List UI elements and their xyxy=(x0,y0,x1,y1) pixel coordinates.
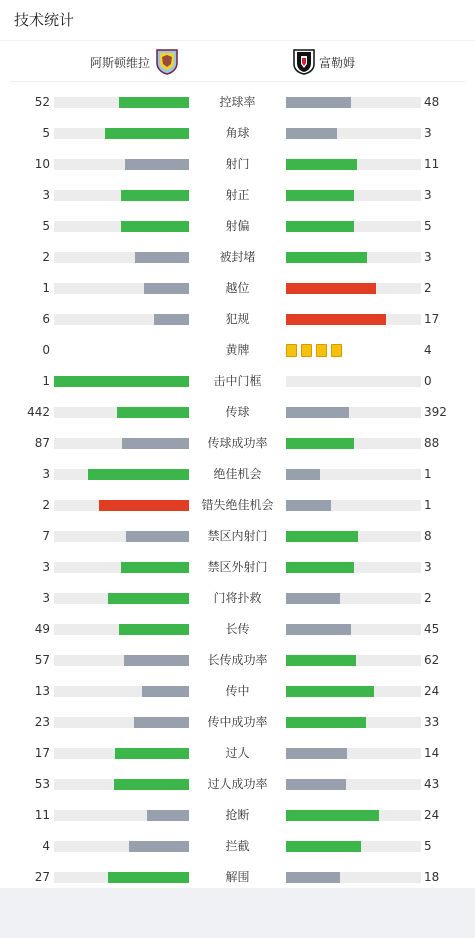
stat-row xyxy=(0,335,475,366)
stat-row xyxy=(0,428,475,459)
stat-label: 击中门框 xyxy=(213,374,262,388)
away-bar-track xyxy=(286,655,421,666)
home-bar-track xyxy=(54,376,189,387)
stat-label: 禁区外射门 xyxy=(207,560,268,574)
home-bar-track xyxy=(54,159,189,170)
home-stat-value: 1 xyxy=(42,281,50,295)
home-bar-track xyxy=(54,748,189,759)
away-bar xyxy=(286,252,367,263)
stat-row xyxy=(0,149,475,180)
home-stat-value: 3 xyxy=(42,188,50,202)
home-bar xyxy=(105,128,189,139)
away-bar xyxy=(286,748,347,759)
stat-row xyxy=(0,645,475,676)
stats-list xyxy=(0,87,475,893)
home-stat-value: 2 xyxy=(42,498,50,512)
home-bar xyxy=(142,686,189,697)
away-stat-value: 24 xyxy=(424,684,440,698)
home-stat-value: 11 xyxy=(34,808,50,822)
away-bar-track xyxy=(286,624,421,635)
away-bar xyxy=(286,531,358,542)
teams-header xyxy=(10,41,465,82)
stat-row xyxy=(0,800,475,831)
stat-row xyxy=(0,397,475,428)
away-stat-value: 43 xyxy=(424,777,440,791)
away-bar-track xyxy=(286,593,421,604)
away-stat-value: 0 xyxy=(424,374,432,388)
stat-label: 过人 xyxy=(225,746,250,760)
stat-row xyxy=(0,831,475,862)
stat-row xyxy=(0,738,475,769)
home-stat-value: 53 xyxy=(34,777,50,791)
home-bar xyxy=(108,593,189,604)
away-bar-track xyxy=(286,314,421,325)
away-bar-track xyxy=(286,97,421,108)
away-bar-track xyxy=(286,686,421,697)
away-stat-value: 2 xyxy=(424,281,432,295)
home-bar-track xyxy=(54,717,189,728)
home-bar xyxy=(108,872,189,883)
home-bar-track xyxy=(54,97,189,108)
away-stat-value: 5 xyxy=(424,839,432,853)
aston-villa-crest-icon xyxy=(156,49,178,75)
stat-row xyxy=(0,459,475,490)
home-bar xyxy=(88,469,189,480)
home-bar-track xyxy=(54,624,189,635)
stat-label: 射偏 xyxy=(225,219,250,233)
away-bar-track xyxy=(286,407,421,418)
stat-row xyxy=(0,583,475,614)
away-stat-value: 3 xyxy=(424,560,432,574)
home-team-name: 阿斯顿维拉 xyxy=(89,55,150,70)
home-stat-value: 13 xyxy=(34,684,50,698)
away-bar xyxy=(286,655,356,666)
stat-row xyxy=(0,552,475,583)
home-stat-value: 0 xyxy=(42,343,50,357)
home-stat-value: 10 xyxy=(34,157,50,171)
stat-row xyxy=(0,211,475,242)
home-bar xyxy=(54,376,189,387)
fulham-crest-icon xyxy=(293,49,315,75)
away-bar-track xyxy=(286,376,421,387)
away-bar xyxy=(286,624,351,635)
home-stat-value: 1 xyxy=(42,374,50,388)
home-bar-track xyxy=(54,128,189,139)
stat-label: 长传 xyxy=(225,622,250,636)
away-team[interactable] xyxy=(293,49,355,75)
away-bar-track xyxy=(286,252,421,263)
yellow-card-icon xyxy=(301,344,312,357)
away-bar-track xyxy=(286,438,421,449)
home-bar-track xyxy=(54,562,189,573)
home-bar-track xyxy=(54,252,189,263)
away-stat-value: 11 xyxy=(424,157,440,171)
away-bar xyxy=(286,841,361,852)
stat-label: 黄牌 xyxy=(225,343,250,357)
stat-row xyxy=(0,769,475,800)
home-bar-track xyxy=(54,500,189,511)
stat-label: 过人成功率 xyxy=(207,777,268,791)
home-bar xyxy=(144,283,189,294)
away-team-name: 富勒姆 xyxy=(319,55,356,70)
home-stat-value: 52 xyxy=(34,95,50,109)
home-bar xyxy=(99,500,189,511)
stat-label: 拦截 xyxy=(225,839,250,853)
away-bar-track xyxy=(286,562,421,573)
stat-label: 越位 xyxy=(225,281,250,295)
home-stat-value: 3 xyxy=(42,560,50,574)
home-bar-track xyxy=(54,841,189,852)
away-stat-value: 1 xyxy=(424,467,432,481)
stat-label: 禁区内射门 xyxy=(207,529,268,543)
home-bar xyxy=(115,748,189,759)
stat-label: 犯规 xyxy=(225,312,250,326)
stat-row xyxy=(0,242,475,273)
home-bar xyxy=(122,438,189,449)
away-bar xyxy=(286,314,386,325)
section-title: 技术统计 xyxy=(0,0,475,41)
away-stat-value: 1 xyxy=(424,498,432,512)
home-bar-track xyxy=(54,779,189,790)
home-stat-value: 3 xyxy=(42,467,50,481)
away-bar xyxy=(286,469,320,480)
away-stat-value: 3 xyxy=(424,250,432,264)
home-bar xyxy=(114,779,189,790)
away-bar xyxy=(286,128,337,139)
home-bar-track xyxy=(54,314,189,325)
home-stat-value: 6 xyxy=(42,312,50,326)
away-bar xyxy=(286,97,351,108)
away-bar xyxy=(286,872,340,883)
home-bar xyxy=(147,810,189,821)
stat-label: 射门 xyxy=(225,157,250,171)
away-stat-value: 2 xyxy=(424,591,432,605)
home-bar-track xyxy=(54,283,189,294)
stat-label: 门将扑救 xyxy=(213,591,262,605)
home-bar xyxy=(125,159,189,170)
stat-label: 传球 xyxy=(225,405,250,419)
home-bar xyxy=(121,190,189,201)
stat-row xyxy=(0,273,475,304)
away-yellow-cards xyxy=(286,344,342,357)
home-bar xyxy=(126,531,189,542)
stat-label: 控球率 xyxy=(219,95,256,109)
home-bar xyxy=(119,624,189,635)
yellow-card-icon xyxy=(331,344,342,357)
away-bar xyxy=(286,190,354,201)
stat-row xyxy=(0,118,475,149)
stat-label: 被封堵 xyxy=(219,250,256,264)
away-bar-track xyxy=(286,159,421,170)
away-bar-track xyxy=(286,872,421,883)
away-stat-value: 3 xyxy=(424,126,432,140)
away-stat-value: 14 xyxy=(424,746,440,760)
stat-row xyxy=(0,304,475,335)
away-stat-value: 8 xyxy=(424,529,432,543)
away-bar xyxy=(286,500,331,511)
away-bar-track xyxy=(286,469,421,480)
away-stat-value: 33 xyxy=(424,715,440,729)
away-bar-track xyxy=(286,748,421,759)
home-stat-value: 87 xyxy=(34,436,50,450)
home-bar xyxy=(117,407,189,418)
home-bar-track xyxy=(54,438,189,449)
yellow-card-icon xyxy=(316,344,327,357)
home-bar xyxy=(124,655,189,666)
home-stat-value: 7 xyxy=(42,529,50,543)
stat-label: 抢断 xyxy=(225,808,250,822)
away-stat-value: 5 xyxy=(424,219,432,233)
stat-label: 传中成功率 xyxy=(207,715,268,729)
away-bar-track xyxy=(286,221,421,232)
away-stat-value: 17 xyxy=(424,312,440,326)
away-bar xyxy=(286,779,346,790)
home-bar xyxy=(135,252,189,263)
home-bar-track xyxy=(54,190,189,201)
away-bar-track xyxy=(286,810,421,821)
away-bar xyxy=(286,717,366,728)
home-stat-value: 27 xyxy=(34,870,50,884)
away-bar-track xyxy=(286,717,421,728)
away-bar-track xyxy=(286,841,421,852)
away-bar-track xyxy=(286,128,421,139)
home-stat-value: 2 xyxy=(42,250,50,264)
stat-row xyxy=(0,87,475,118)
stat-row xyxy=(0,521,475,552)
home-stat-value: 442 xyxy=(27,405,50,419)
away-bar xyxy=(286,407,349,418)
away-stat-value: 392 xyxy=(424,405,447,419)
stat-label: 解围 xyxy=(225,870,250,884)
home-stat-value: 57 xyxy=(34,653,50,667)
stat-row xyxy=(0,614,475,645)
away-bar-track xyxy=(286,531,421,542)
away-stat-value: 3 xyxy=(424,188,432,202)
home-bar xyxy=(129,841,189,852)
home-bar-track xyxy=(54,810,189,821)
away-bar xyxy=(286,159,357,170)
away-bar xyxy=(286,562,354,573)
home-bar-track xyxy=(54,655,189,666)
home-bar xyxy=(134,717,189,728)
home-bar-track xyxy=(54,531,189,542)
away-bar-track xyxy=(286,190,421,201)
home-bar xyxy=(121,221,189,232)
away-bar-track xyxy=(286,779,421,790)
stat-label: 传中 xyxy=(225,684,250,698)
home-bar-track xyxy=(54,221,189,232)
stat-row xyxy=(0,366,475,397)
away-bar xyxy=(286,593,340,604)
away-bar xyxy=(286,221,354,232)
away-stat-value: 45 xyxy=(424,622,440,636)
stat-row xyxy=(0,707,475,738)
home-stat-value: 23 xyxy=(34,715,50,729)
stat-label: 绝佳机会 xyxy=(213,467,262,481)
home-stat-value: 17 xyxy=(34,746,50,760)
stat-row xyxy=(0,490,475,521)
stat-row xyxy=(0,180,475,211)
stat-row xyxy=(0,676,475,707)
stat-label: 长传成功率 xyxy=(207,653,268,667)
away-stat-value: 88 xyxy=(424,436,440,450)
away-stat-value: 18 xyxy=(424,870,440,884)
away-stat-value: 4 xyxy=(424,343,432,357)
home-stat-value: 49 xyxy=(34,622,50,636)
away-bar xyxy=(286,283,376,294)
away-bar xyxy=(286,438,354,449)
stat-label: 射正 xyxy=(225,188,250,202)
away-bar-track xyxy=(286,500,421,511)
home-bar-track xyxy=(54,593,189,604)
away-stat-value: 24 xyxy=(424,808,440,822)
home-stat-value: 3 xyxy=(42,591,50,605)
home-bar-track xyxy=(54,872,189,883)
home-bar-track xyxy=(54,686,189,697)
stat-label: 角球 xyxy=(225,126,250,140)
stat-row xyxy=(0,862,475,893)
away-stat-value: 62 xyxy=(424,653,440,667)
home-team[interactable] xyxy=(90,49,178,75)
home-bar xyxy=(154,314,189,325)
home-bar xyxy=(121,562,189,573)
home-stat-value: 5 xyxy=(42,219,50,233)
home-stat-value: 5 xyxy=(42,126,50,140)
away-bar xyxy=(286,810,379,821)
away-bar xyxy=(286,686,374,697)
home-stat-value: 4 xyxy=(42,839,50,853)
stat-label: 错失绝佳机会 xyxy=(201,498,274,512)
stat-label: 传球成功率 xyxy=(207,436,268,450)
yellow-card-icon xyxy=(286,344,297,357)
away-stat-value: 48 xyxy=(424,95,440,109)
away-bar-track xyxy=(286,283,421,294)
home-bar-track xyxy=(54,407,189,418)
home-bar-track xyxy=(54,469,189,480)
home-bar xyxy=(119,97,189,108)
